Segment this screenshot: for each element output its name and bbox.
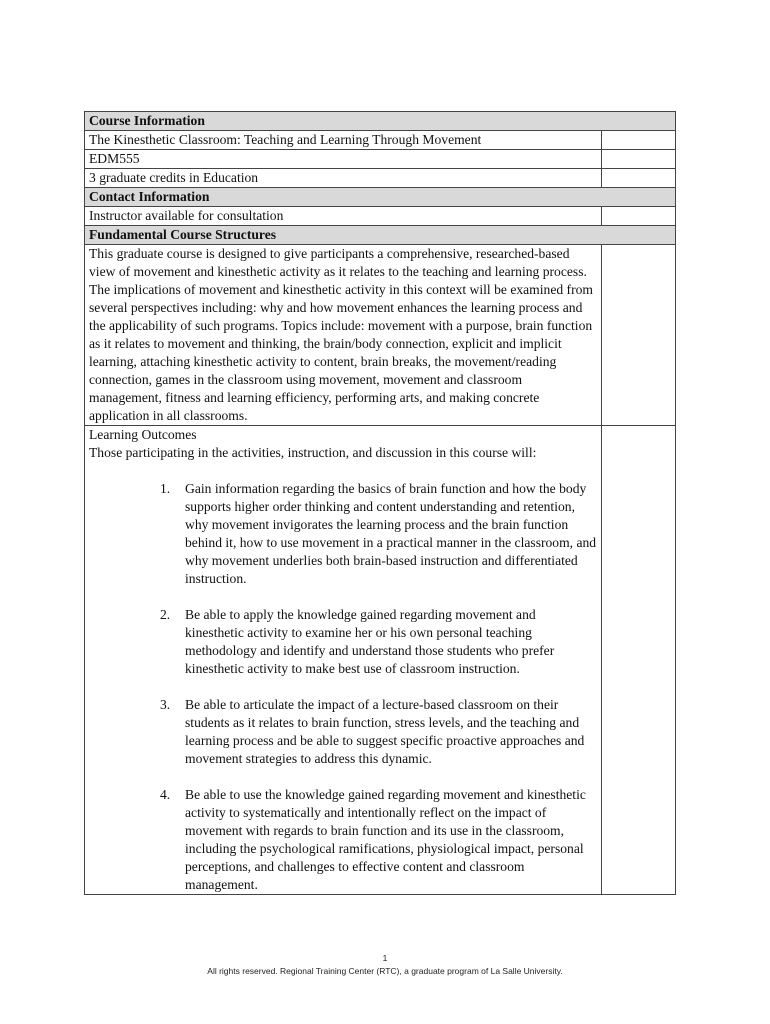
course-title-row: [85, 131, 676, 150]
outcome-item: [160, 786, 597, 894]
course-code: EDM555: [85, 150, 602, 169]
empty-cell: [602, 245, 676, 426]
page-number: 1: [382, 953, 388, 963]
instructor-row: [85, 207, 676, 226]
instructor-info: Instructor available for consultation: [85, 207, 602, 226]
course-description: This graduate course is designed to give participants a comprehensive, researched-based view of movement and kinesthetic activity as it relates to the teaching and learning process. The implications of movement and kinesthetic activity in this context will be examined from several perspectives including: why and how movement enhances the learning process and the applicability of such programs. Topics include: movement with a purpose, brain function as it relates to movement and thinking, the brain/body connection, explicit and implicit learning, attaching kinesthetic activity to content, brain breaks, the movement/reading connection, games in the classroom using movement, movement and classroom management, fitness and learning efficiency, performing arts, and making concrete application in all classrooms.: [89, 246, 593, 423]
course-title: The Kinesthetic Classroom: Teaching and Learning Through Movement: [85, 131, 602, 150]
outcome-number: 2.: [160, 607, 171, 622]
empty-cell: [602, 207, 676, 226]
outcome-text: Be able to apply the knowledge gained regarding movement and kinesthetic activity to examine her or his own personal teaching methodology and identify and understand those students who prefer kinesthetic activity to make best use of classroom instruction.: [185, 607, 555, 676]
empty-cell: [602, 131, 676, 150]
outcome-number: 4.: [160, 787, 171, 802]
outcome-item: [160, 696, 597, 768]
syllabus-table: [84, 111, 676, 895]
outcome-number: 1.: [160, 481, 171, 496]
contact-header-row: [85, 188, 676, 207]
outcome-text: Be able to articulate the impact of a lecture-based classroom on their students as it relates to brain function, stress levels, and the teaching and learning process and be able to suggest specific proactive approaches and movement strategies to address this dynamic.: [185, 697, 585, 766]
outcomes-list: [89, 480, 597, 894]
credits-row: [85, 169, 676, 188]
empty-cell: [602, 150, 676, 169]
outcomes-intro: Those participating in the activities, instruction, and discussion in this course will:: [89, 445, 537, 460]
course-info-header-row: [85, 112, 676, 131]
outcome-text: Gain information regarding the basics of brain function and how the body supports higher order thinking and content understanding and retention, why movement invigorates the learning process and the brain function behind it, how to use movement in a practical manner in the classroom, and why movement underlies both brain-based instruction and differentiated instruction.: [185, 481, 597, 586]
outcomes-row: [85, 426, 676, 895]
outcomes-heading: Learning Outcomes: [89, 427, 197, 442]
empty-cell: [602, 426, 676, 895]
empty-cell: [602, 169, 676, 188]
description-cell: [85, 245, 602, 426]
contact-header: Contact Information: [85, 188, 676, 207]
course-info-header: Course Information: [85, 112, 676, 131]
structures-header: Fundamental Course Structures: [85, 226, 676, 245]
description-row: [85, 245, 676, 426]
outcome-item: [160, 606, 597, 678]
course-credits: 3 graduate credits in Education: [85, 169, 602, 188]
outcome-text: Be able to use the knowledge gained regarding movement and kinesthetic activity to systematically and intentionally reflect on the impact of movement with regards to brain function and its use in the classroom, including the psychological ramifications, physiological impact, personal perceptions, and challenges to effective content and classroom management.: [185, 787, 586, 892]
outcomes-cell: [85, 426, 602, 895]
outcome-number: 3.: [160, 697, 171, 712]
structures-header-row: [85, 226, 676, 245]
outcome-item: [160, 480, 597, 588]
copyright-notice: All rights reserved. Regional Training Center (RTC), a graduate program of La Salle University.: [207, 966, 563, 976]
course-code-row: [85, 150, 676, 169]
